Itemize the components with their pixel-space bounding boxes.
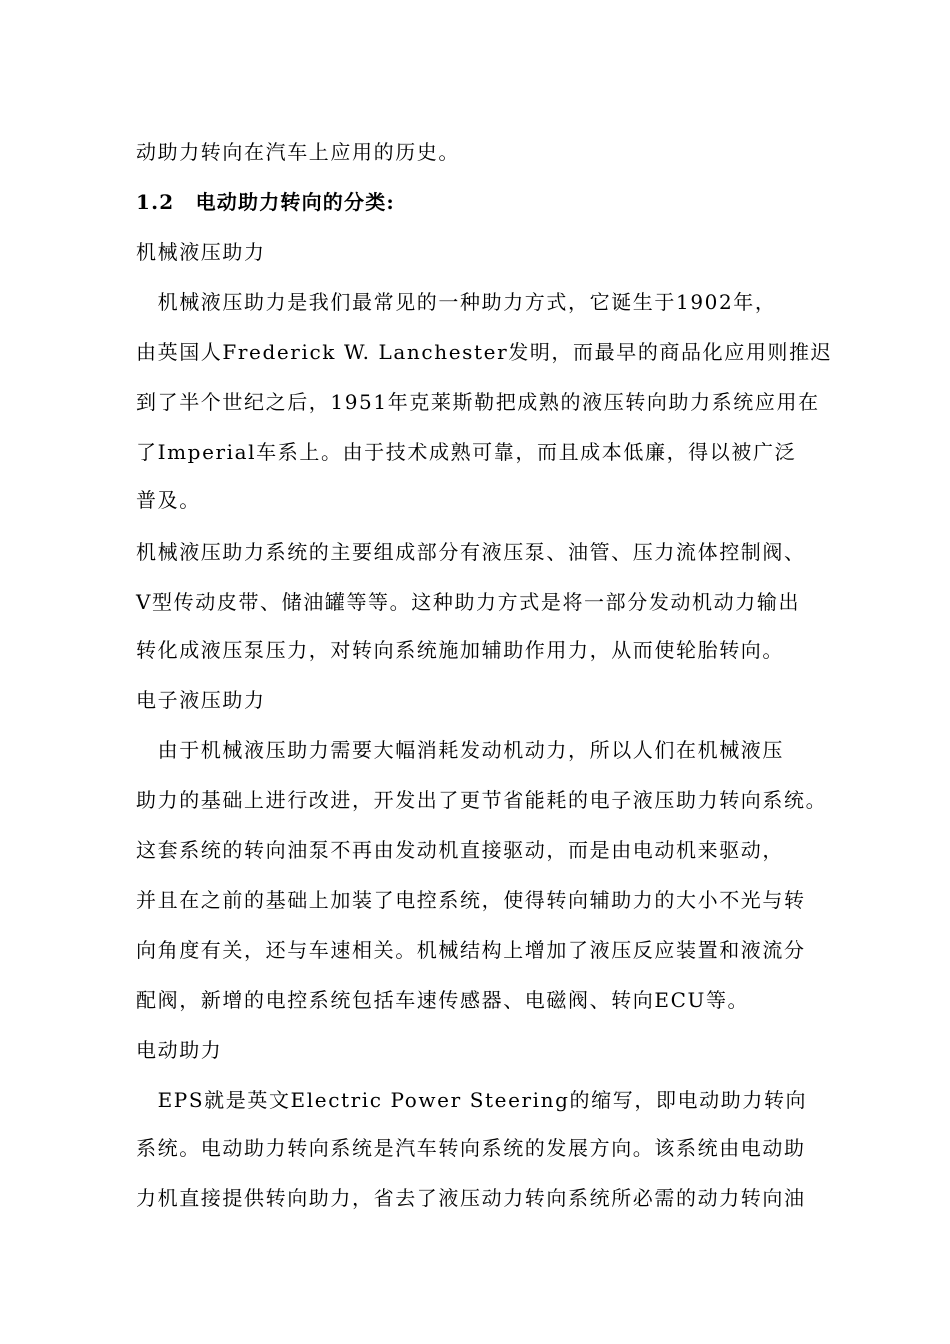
subsection-label: 电子液压助力 bbox=[136, 688, 266, 712]
body-text-line: 动助力转向在汽车上应用的历史。 bbox=[136, 140, 460, 164]
body-text-line: 助力的基础上进行改进，开发出了更节省能耗的电子液压助力转向系统。 bbox=[136, 788, 828, 812]
body-text-line: 系统。电动助力转向系统是汽车转向系统的发展方向。该系统由电动助 bbox=[136, 1136, 806, 1160]
body-text-line: 并且在之前的基础上加装了电控系统，使得转向辅助力的大小不光与转 bbox=[136, 888, 806, 912]
body-text-line: 配阀，新增的电控系统包括车速传感器、电磁阀、转向ECU等。 bbox=[136, 988, 750, 1012]
body-text-line: 到了半个世纪之后，1951年克莱斯勒把成熟的液压转向助力系统应用在 bbox=[136, 390, 820, 414]
body-text-line: 向角度有关，还与车速相关。机械结构上增加了液压反应装置和液流分 bbox=[136, 938, 806, 962]
body-text-line: V型传动皮带、储油罐等等。这种助力方式是将一部分发动机动力输出 bbox=[136, 590, 801, 614]
body-text-line: 由于机械液压助力需要大幅消耗发动机动力，所以人们在机械液压 bbox=[136, 738, 784, 762]
subsection-label: 电动助力 bbox=[136, 1038, 223, 1062]
body-text-line: 由英国人Frederick W. Lanchester发明，而最早的商品化应用则推迟 bbox=[136, 340, 833, 364]
body-text-line: 这套系统的转向油泵不再由发动机直接驱动，而是由电动机来驱动， bbox=[136, 838, 784, 862]
body-text-line: 力机直接提供转向助力，省去了液压动力转向系统所必需的动力转向油 bbox=[136, 1186, 806, 1210]
body-text-line: 普及。 bbox=[136, 488, 201, 512]
body-text-line: 机械液压助力是我们最常见的一种助力方式，它诞生于1902年， bbox=[136, 290, 777, 314]
section-heading: 1.2 电动助力转向的分类: bbox=[136, 190, 395, 214]
body-text-line: 了Imperial车系上。由于技术成熟可靠，而且成本低廉，得以被广泛 bbox=[136, 440, 797, 464]
body-text-line: 机械液压助力系统的主要组成部分有液压泵、油管、压力流体控制阀、 bbox=[136, 540, 806, 564]
body-text-line: EPS就是英文Electric Power Steering的缩写，即电动助力转向 bbox=[136, 1088, 808, 1112]
body-text-line: 转化成液压泵压力，对转向系统施加辅助作用力，从而使轮胎转向。 bbox=[136, 638, 784, 662]
subsection-label: 机械液压助力 bbox=[136, 240, 266, 264]
